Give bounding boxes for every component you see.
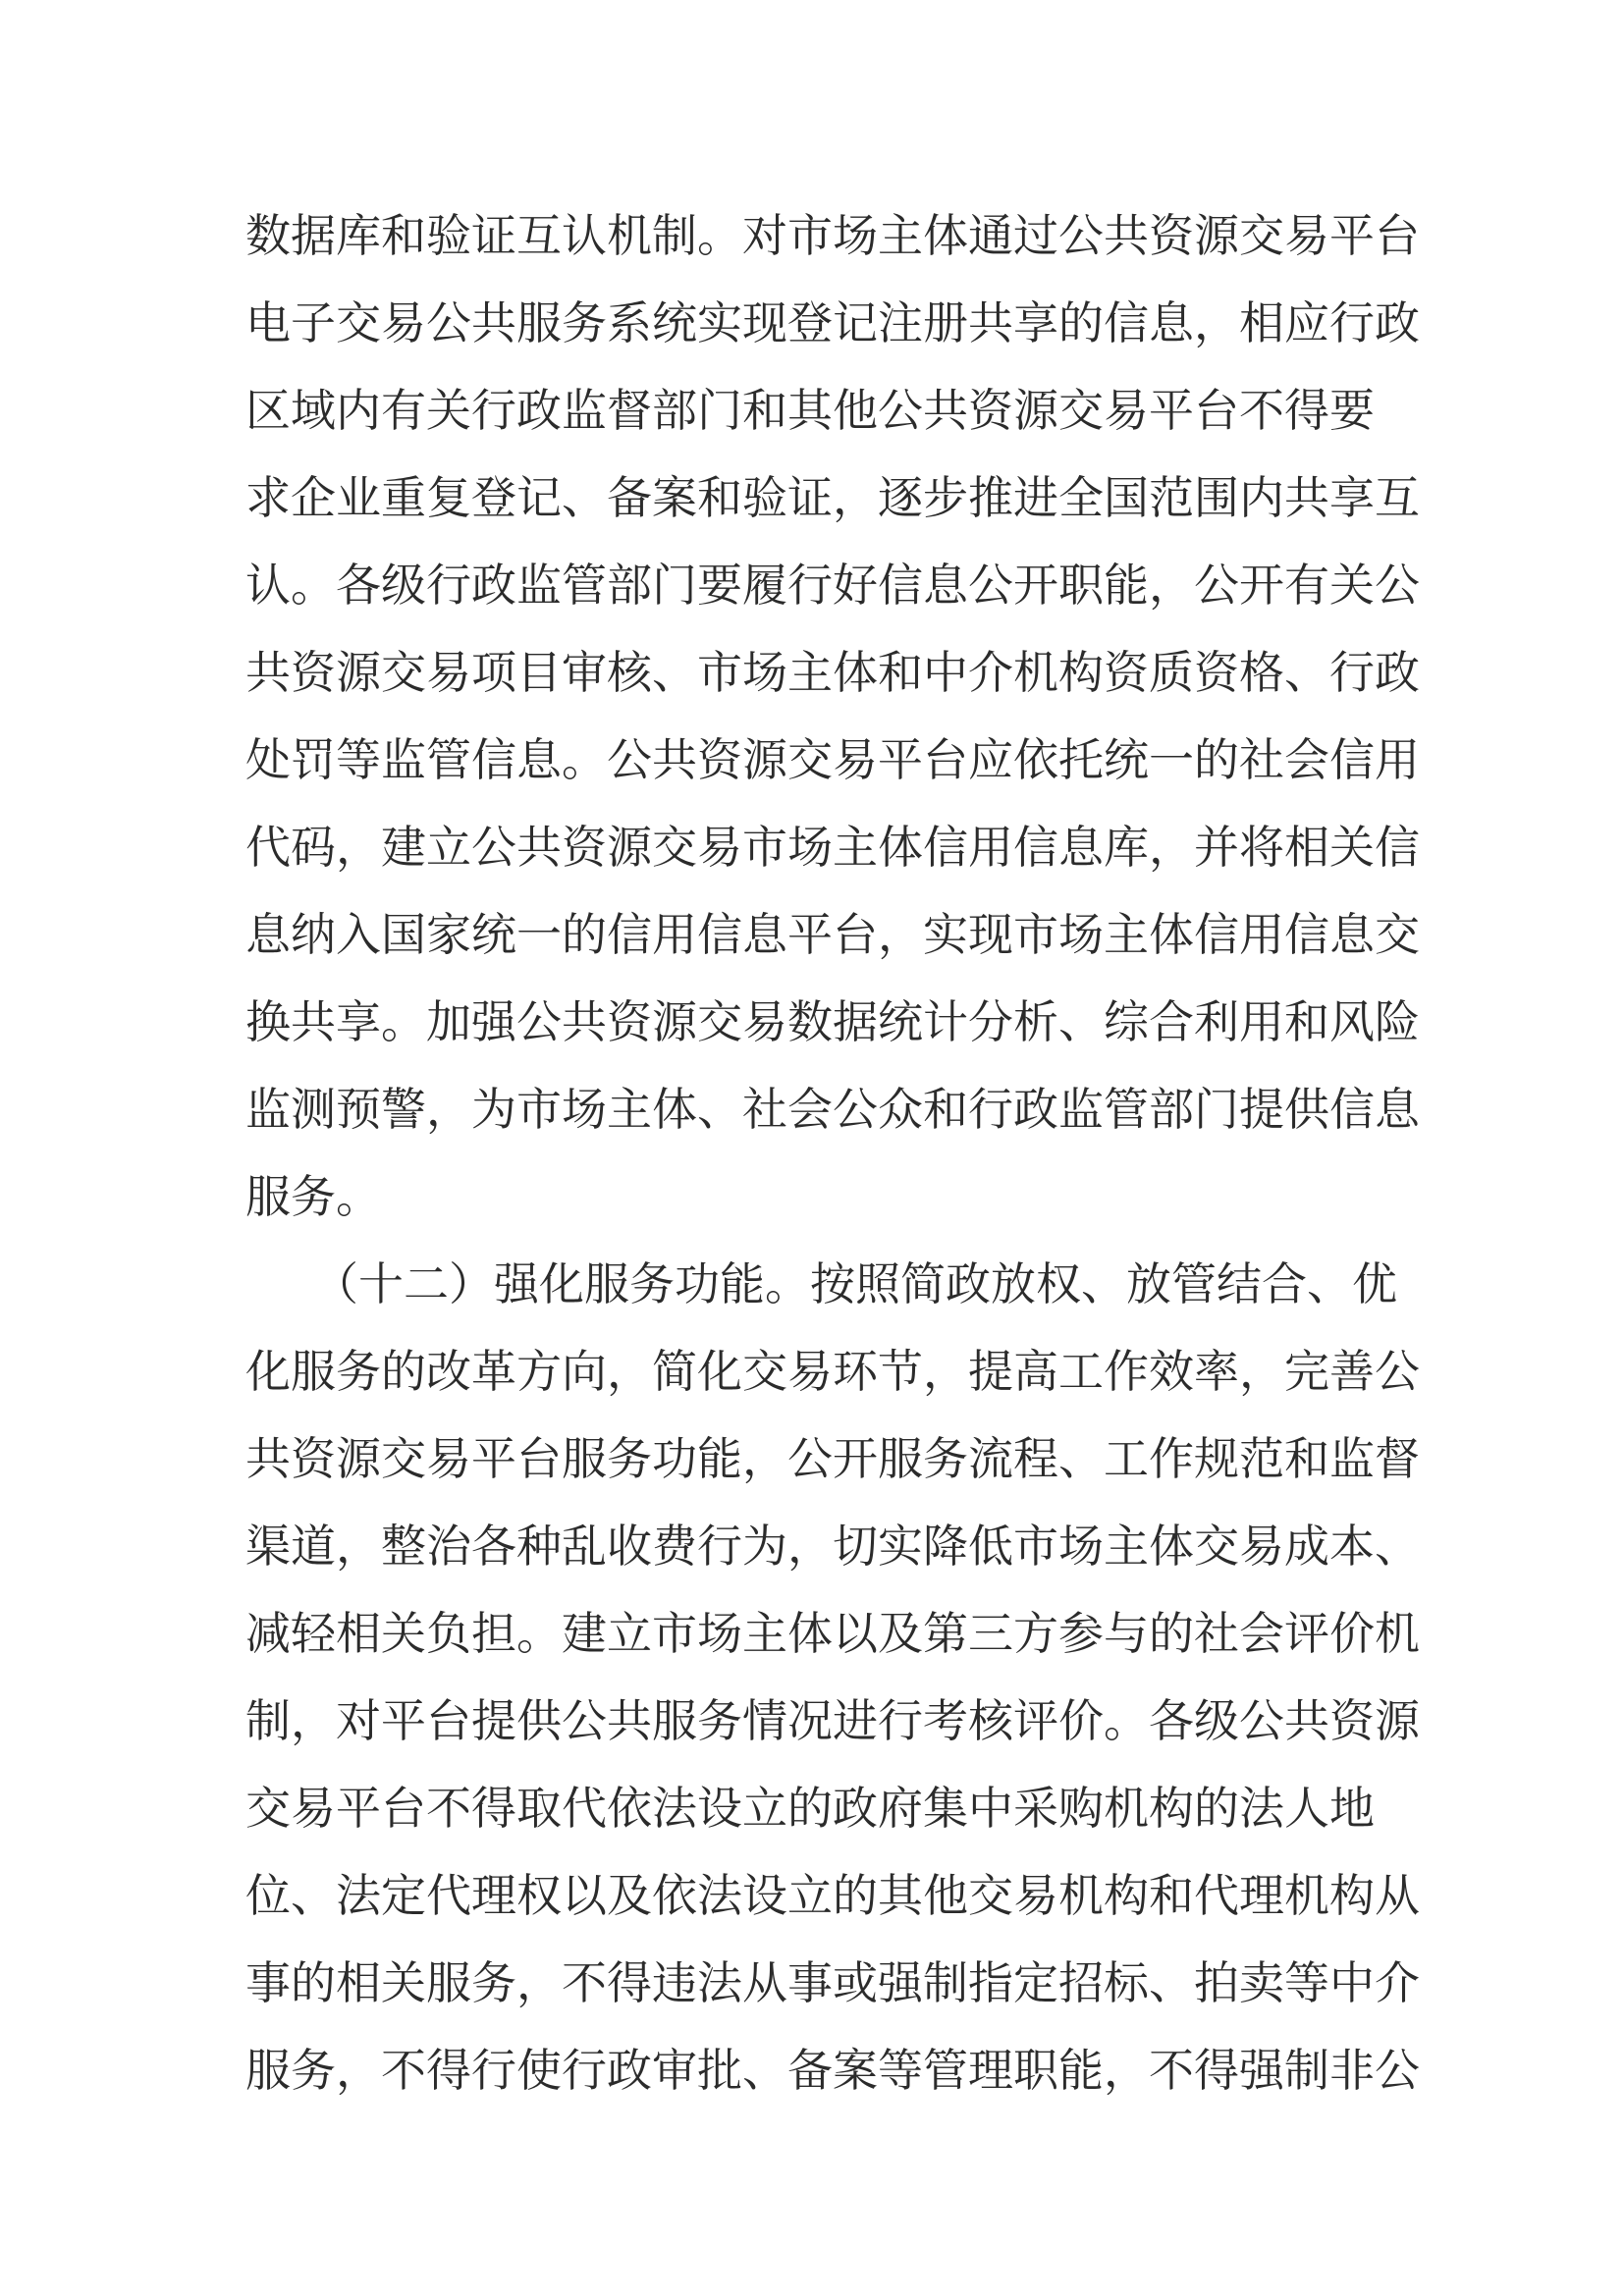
text-line: （十二）强化服务功能。按照简政放权、放管结合、优 [245,1257,1397,1310]
text-line: 代码，建立公共资源交易市场主体信用信息库，并将相关信 [245,821,1420,874]
text-line: 位、法定代理权以及依法设立的其他交易机构和代理机构从 [245,1869,1420,1922]
text-line: 事的相关服务，不得违法从事或强制指定招标、拍卖等中介 [245,1956,1420,2009]
body-text [245,201,1420,2123]
text-line: 共资源交易平台服务功能，公开服务流程、工作规范和监督 [245,1432,1420,1485]
text-line: 减轻相关负担。建立市场主体以及第三方参与的社会评价机 [245,1607,1420,1660]
text-line: 服务，不得行使行政审批、备案等管理职能，不得强制非公 [245,2044,1420,2097]
text-line: 处罚等监管信息。公共资源交易平台应依托统一的社会信用 [245,733,1420,786]
text-line: 监测预警，为市场主体、社会公众和行政监管部门提供信息 [245,1083,1420,1136]
text-line: 共资源交易项目审核、市场主体和中介机构资质资格、行政 [245,646,1420,699]
text-line: 求企业重复登记、备案和验证，逐步推进全国范围内共享互 [245,471,1420,524]
text-line: 换共享。加强公共资源交易数据统计分析、综合利用和风险 [245,995,1420,1048]
text-line: 区域内有关行政监督部门和其他公共资源交易平台不得要 [245,384,1375,437]
text-line: 化服务的改革方向，简化交易环节，提高工作效率，完善公 [245,1345,1420,1398]
text-line: 渠道，整治各种乱收费行为，切实降低市场主体交易成本、 [245,1520,1420,1573]
text-line: 数据库和验证互认机制。对市场主体通过公共资源交易平台 [245,209,1420,262]
text-line: 息纳入国家统一的信用信息平台，实现市场主体信用信息交 [245,908,1420,961]
text-line: 电子交易公共服务系统实现登记注册共享的信息，相应行政 [245,296,1420,349]
text-line: 交易平台不得取代依法设立的政府集中采购机构的法人地 [245,1782,1375,1835]
text-line: 服务。 [245,1170,381,1223]
text-line: 制，对平台提供公共服务情况进行考核评价。各级公共资源 [245,1694,1420,1747]
text-line: 认。各级行政监管部门要履行好信息公开职能，公开有关公 [245,559,1420,612]
